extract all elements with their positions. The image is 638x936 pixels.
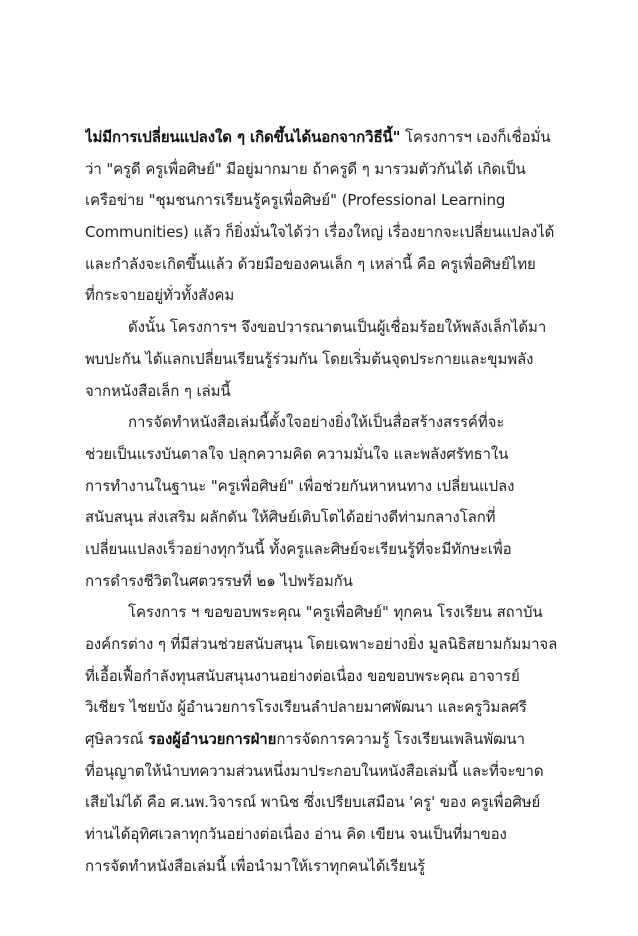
text-line: การดำรงชีวิตในศตวรรษที่ ๒๑ ไปพร้อมกัน	[85, 571, 353, 590]
text-line: ช่วยเป็นแรงบันดาลใจ ปลุกความคิด ความมั่นใจ และพลังศรัทธาใน	[85, 444, 509, 463]
text-line	[85, 724, 561, 756]
text-line	[85, 122, 561, 154]
line-text: ศุษิลวรณ์	[85, 730, 149, 749]
text-line: Communities) แล้ว ก็ยิ่งมั่นใจได้ว่า เรื่องใหญ่ เรื่องยากจะเปลี่ยนแปลงได้	[85, 223, 555, 242]
text-line: การจัดทำหนังสือเล่มนี้ เพื่อนำมาให้เราทุกคนได้เรียนรู้	[85, 856, 426, 875]
text-line: ดังนั้น โครงการฯ จึงขอปวารณาตนเป็นผู้เชื่อมร้อยให้พลังเล็กได้มา	[128, 318, 547, 337]
document-page	[85, 122, 561, 883]
text-line: สนับสนุน ส่งเสริม ผลักดัน ให้ศิษย์เติบโตได้อย่างดีท่ามกลางโลกที่	[85, 508, 496, 527]
paragraph-2	[85, 312, 561, 407]
text-line: เปลี่ยนแปลงเร็วอย่างทุกวันนี้ ทั้งครูและศิษย์จะเรียนรู้ที่จะมีทักษะเพื่อ	[85, 539, 512, 558]
text-line: ว่า "ครูดี ครูเพื่อศิษย์" มีอยู่มากมาย ถ้าครูดี ๆ มารวมตัวกันได้ เกิดเป็น	[85, 159, 526, 178]
text-line: ที่อนุญาตให้นำบทความส่วนหนึ่งมาประกอบในหนังสือเล่มนี้ และที่จะขาด	[85, 761, 544, 780]
bold-phrase: ไม่มีการเปลี่ยนแปลงใด ๆ เกิดขึ้นได้นอกจากวิธีนี้"	[85, 128, 401, 146]
line-text: การจัดการความรู้ โรงเรียนเพลินพัฒนา	[276, 730, 525, 749]
text-line: วิเชียร ไชยบัง ผู้อำนวยการโรงเรียนลำปลายมาศพัฒนา และครูวิมลศรี	[85, 698, 527, 717]
text-line: ที่เอื้อเฟื้อกำลังทุนสนับสนุนงานอย่างต่อเนื่อง ขอขอบพระคุณ อาจารย์	[85, 666, 520, 685]
text-line: จากหนังสือเล็ก ๆ เล่มนี้	[85, 381, 231, 400]
text-line: การทำงานในฐานะ "ครูเพื่อศิษย์" เพื่อช่วยกันหาหนทาง เปลี่ยนแปลง	[85, 476, 515, 495]
paragraph-3	[85, 407, 561, 597]
text-line: และกำลังจะเกิดขึ้นแล้ว ด้วยมือของคนเล็ก ๆ เหล่านี้ คือ ครูเพื่อศิษย์ไทย	[85, 254, 536, 273]
text-line: การจัดทำหนังสือเล่มนี้ตั้งใจอย่างยิ่งให้เป็นสื่อสร้างสรรค์ที่จะ	[128, 413, 505, 432]
paragraph-1	[85, 122, 561, 312]
paragraph-4	[85, 597, 561, 882]
line-text: โครงการฯ เองก็เชื่อมั่น	[400, 128, 551, 146]
text-line: เสียไม่ได้ คือ ศ.นพ.วิจารณ์ พานิช ซึ่งเปรียบเสมือน 'ครู' ของ ครูเพื่อศิษย์	[85, 793, 541, 812]
text-line: เครือข่าย "ชุมชนการเรียนรู้ครูเพื่อศิษย์" (Professional Learning	[85, 191, 506, 210]
text-line: องค์กรต่าง ๆ ที่มีส่วนช่วยสนับสนุน โดยเฉพาะอย่างยิ่ง มูลนิธิสยามกัมมาจล	[85, 635, 558, 653]
text-line: พบปะกัน ได้แลกเปลี่ยนเรียนรู้ร่วมกัน โดยเริ่มต้นจุดประกายและขุมพลัง	[85, 349, 534, 368]
text-line: ที่กระจายอยู่ทั่วทั้งสังคม	[85, 286, 235, 305]
bold-phrase: รองผู้อำนวยการฝ่าย	[148, 730, 277, 749]
text-line: โครงการ ฯ ขอขอบพระคุณ "ครูเพื่อศิษย์" ทุกคน โรงเรียน สถาบัน	[128, 603, 543, 622]
text-line: ท่านได้อุทิศเวลาทุกวันอย่างต่อเนื่อง อ่าน คิด เขียน จนเป็นที่มาของ	[85, 825, 507, 844]
